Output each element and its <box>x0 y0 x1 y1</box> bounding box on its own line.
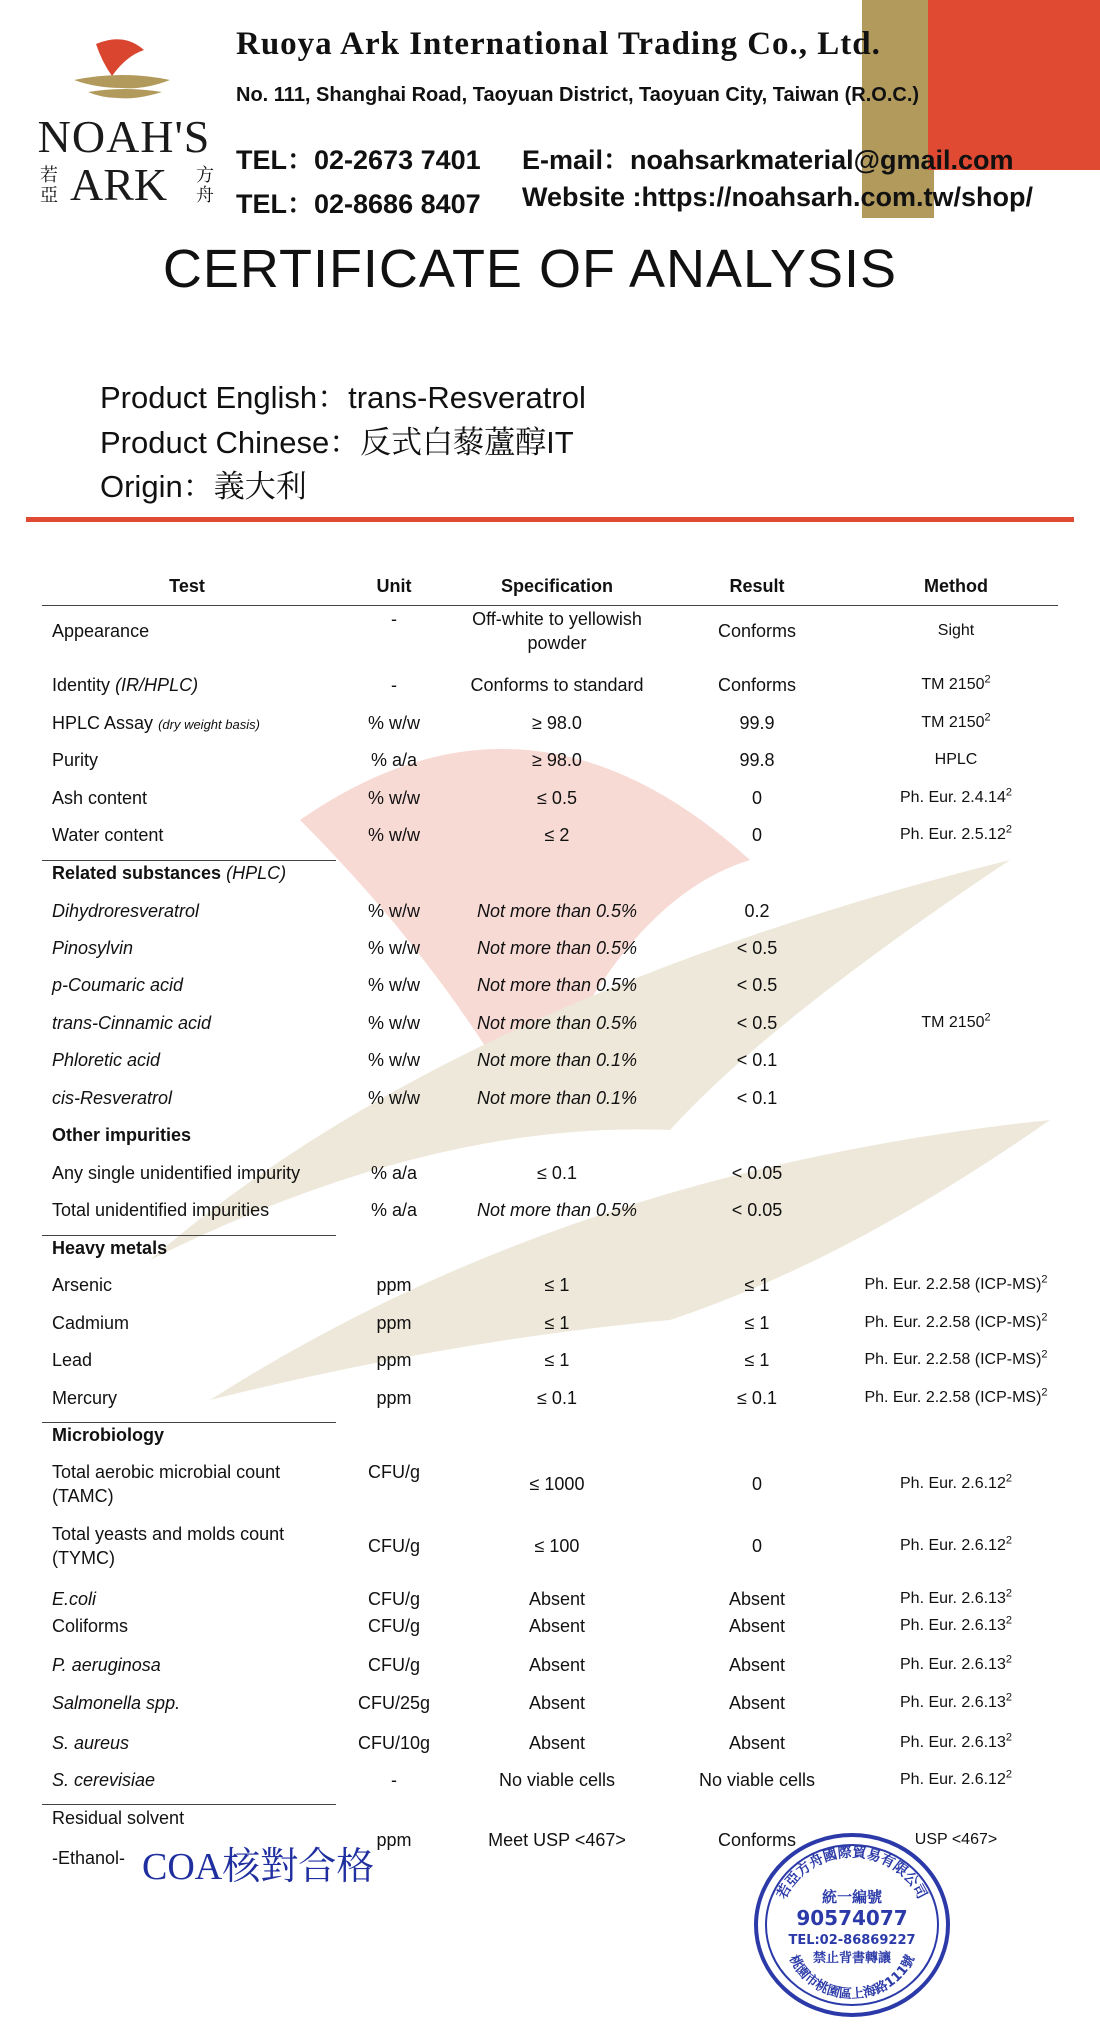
row-coumaric-unit: % w/w <box>367 975 420 995</box>
row-mercury-test: Mercury <box>52 1388 118 1408</box>
row-single-imp-result: < 0.05 <box>731 1163 783 1183</box>
row-appearance-method: Sight <box>937 622 975 639</box>
col-header-unit: Unit <box>376 576 412 596</box>
row-tamc-unit: CFU/g <box>367 1462 420 1482</box>
row-pinosylvin-test: Pinosylvin <box>52 938 134 958</box>
row-ethanol-result: Conforms <box>717 1830 797 1850</box>
row-water-test: Water content <box>52 825 164 845</box>
row-pinosylvin-unit: % w/w <box>367 938 420 958</box>
row-ash-test: Ash content <box>52 788 148 808</box>
col-header-spec: Specification <box>500 576 614 596</box>
row-salmonella-result: Absent <box>728 1693 786 1713</box>
section-microbiology: Microbiology <box>52 1425 164 1445</box>
row-purity-test: Purity <box>52 750 99 770</box>
product-origin: Origin：義大利 <box>100 469 307 504</box>
row-ecoli-test: E.coli <box>52 1589 97 1609</box>
section-other-impurities: Other impurities <box>52 1125 192 1145</box>
row-salmonella-test: Salmonella spp. <box>52 1693 181 1713</box>
row-coliforms-spec: Absent <box>528 1616 586 1636</box>
row-saureus-method: Ph. Eur. 2.6.13$^2$ <box>900 1731 1012 1751</box>
row-saureus-result: Absent <box>728 1733 786 1753</box>
row-cinnamic-unit: % w/w <box>367 1013 420 1033</box>
row-lead-test: Lead <box>52 1350 93 1370</box>
coa-verified-stamp: COA核對合格 <box>142 1846 375 1888</box>
seal-company-text: 若亞方舟國際貿易有限公司 <box>774 1844 930 1902</box>
row-hplc-method: TM 2150$^2$ <box>921 711 991 731</box>
row-appearance-unit: - <box>391 609 397 629</box>
row-tymc-spec: ≤ 100 <box>534 1536 580 1556</box>
row-purity-method: HPLC <box>934 751 978 768</box>
seal-note: 禁止背書轉讓 <box>812 1951 892 1966</box>
row-purity-result: 99.8 <box>739 750 775 770</box>
company-address: No. 111, Shanghai Road, Taoyuan District, Taoyuan City, Taiwan (R.O.C.) <box>236 84 920 106</box>
row-phloretic-test: Phloretic acid <box>52 1050 161 1070</box>
row-tamc-test: Total aerobic microbial count (TAMC) <box>52 1462 281 1506</box>
row-purity-unit: % a/a <box>370 750 418 770</box>
row-paeruginosa-spec: Absent <box>528 1655 586 1675</box>
row-arsenic-unit: ppm <box>376 1275 412 1295</box>
row-single-imp-unit: % a/a <box>370 1163 418 1183</box>
product-english: Product English：trans-Resveratrol <box>100 380 586 415</box>
row-cisres-spec: Not more than 0.1% <box>476 1088 638 1108</box>
row-total-imp-unit: % a/a <box>370 1200 418 1220</box>
row-paeruginosa-unit: CFU/g <box>367 1655 420 1675</box>
row-ecoli-spec: Absent <box>528 1589 586 1609</box>
row-coumaric-test: p-Coumaric acid <box>52 975 184 995</box>
row-cadmium-result: ≤ 1 <box>744 1313 770 1333</box>
row-tamc-spec: ≤ 1000 <box>529 1474 585 1494</box>
row-hplc-result: 99.9 <box>739 713 775 733</box>
row-lead-spec: ≤ 1 <box>544 1350 570 1370</box>
row-ethanol-spec: Meet USP <467> <box>488 1830 626 1850</box>
document-title: CERTIFICATE OF ANALYSIS <box>162 239 898 299</box>
row-tamc-method: Ph. Eur. 2.6.12$^2$ <box>900 1472 1012 1492</box>
row-water-method: Ph. Eur. 2.5.12$^2$ <box>900 823 1012 843</box>
logo-cn-right: 方舟 <box>196 165 214 206</box>
row-tamc-result: 0 <box>751 1474 762 1494</box>
row-arsenic-result: ≤ 1 <box>744 1275 770 1295</box>
row-ash-spec: ≤ 0.5 <box>537 788 577 808</box>
row-cinnamic-result: < 0.5 <box>736 1013 778 1033</box>
row-paeruginosa-method: Ph. Eur. 2.6.13$^2$ <box>900 1653 1012 1673</box>
row-dihydro-spec: Not more than 0.5% <box>476 901 638 921</box>
row-cadmium-unit: ppm <box>376 1313 412 1333</box>
product-chinese: Product Chinese：反式白藜蘆醇IT <box>100 425 574 460</box>
row-ash-unit: % w/w <box>367 788 420 808</box>
row-single-imp-test: Any single unidentified impurity <box>52 1163 301 1183</box>
section-rule-solvent <box>42 1804 336 1805</box>
row-lead-unit: ppm <box>376 1350 412 1370</box>
row-cadmium-test: Cadmium <box>52 1313 130 1333</box>
row-dihydro-unit: % w/w <box>367 901 420 921</box>
row-arsenic-method: Ph. Eur. 2.2.58 $(ICP-MS)^2$ <box>864 1273 1048 1293</box>
row-identity-spec: Conforms to standard <box>470 675 644 695</box>
row-appearance-test: Appearance <box>52 621 150 641</box>
row-arsenic-test: Arsenic <box>52 1275 113 1295</box>
row-mercury-spec: ≤ 0.1 <box>537 1388 577 1408</box>
row-cisres-result: < 0.1 <box>736 1088 778 1108</box>
row-hplc-unit: % w/w <box>367 713 420 733</box>
row-cadmium-spec: ≤ 1 <box>544 1313 570 1333</box>
row-water-spec: ≤ 2 <box>544 825 570 845</box>
row-phloretic-spec: Not more than 0.1% <box>476 1050 638 1070</box>
logo-cn-left: 若亞 <box>40 165 58 206</box>
row-ash-result: 0 <box>751 788 762 808</box>
row-cisres-unit: % w/w <box>367 1088 420 1108</box>
row-appearance-result: Conforms <box>717 621 797 641</box>
section-related-substances: Related substances (HPLC) <box>52 863 287 883</box>
row-coumaric-result: < 0.5 <box>736 975 778 995</box>
row-lead-method: Ph. Eur. 2.2.58 $(ICP-MS)^2$ <box>864 1348 1048 1368</box>
row-coliforms-test: Coliforms <box>52 1616 129 1636</box>
row-cadmium-method: Ph. Eur. 2.2.58 $(ICP-MS)^2$ <box>864 1311 1048 1331</box>
row-mercury-unit: ppm <box>376 1388 412 1408</box>
row-appearance-spec: Off-white to yellowish powder <box>472 609 642 653</box>
row-phloretic-result: < 0.1 <box>736 1050 778 1070</box>
seal-label: 統一編號 <box>821 1888 883 1906</box>
row-arsenic-spec: ≤ 1 <box>544 1275 570 1295</box>
row-identity-test: Identity (IR/HPLC) <box>52 675 199 695</box>
col-header-test: Test <box>169 576 205 596</box>
row-cisres-test: cis-Resveratrol <box>52 1088 173 1108</box>
row-water-result: 0 <box>751 825 762 845</box>
row-pinosylvin-spec: Not more than 0.5% <box>476 938 638 958</box>
row-ethanol-test: -Ethanol- <box>52 1848 126 1868</box>
website-address: Website :https://noahsarh.com.tw/shop/ <box>522 182 1034 212</box>
row-coumaric-spec: Not more than 0.5% <box>476 975 638 995</box>
col-header-result: Result <box>729 576 785 596</box>
row-saureus-test: S. aureus <box>52 1733 130 1753</box>
row-ecoli-method: Ph. Eur. 2.6.13$^2$ <box>900 1587 1012 1607</box>
email-address: E-mail：noahsarkmaterial@gmail.com <box>522 145 1014 175</box>
row-scerevisiae-spec: No viable cells <box>498 1770 616 1790</box>
company-name: Ruoya Ark International Trading Co., Ltd. <box>236 26 881 62</box>
row-water-unit: % w/w <box>367 825 420 845</box>
row-phloretic-unit: % w/w <box>367 1050 420 1070</box>
row-ash-method: Ph. Eur. 2.4.14$^2$ <box>900 786 1012 806</box>
col-header-method: Method <box>924 576 988 596</box>
row-identity-result: Conforms <box>717 675 797 695</box>
telephone-1: TEL：02-2673 7401 <box>236 145 481 175</box>
logo-brand-line2: ARK <box>70 159 168 210</box>
row-salmonella-unit: CFU/25g <box>357 1693 431 1713</box>
row-coliforms-unit: CFU/g <box>367 1616 420 1636</box>
row-mercury-method: Ph. Eur. 2.2.58 $(ICP-MS)^2$ <box>864 1386 1048 1406</box>
section-residual-solvent: Residual solvent <box>52 1808 185 1828</box>
row-cinnamic-test: trans-Cinnamic acid <box>52 1013 212 1033</box>
row-tymc-unit: CFU/g <box>367 1536 420 1556</box>
row-tymc-test: Total yeasts and molds count (TYMC) <box>52 1524 285 1568</box>
row-identity-unit: - <box>391 675 397 695</box>
row-mercury-result: ≤ 0.1 <box>737 1388 777 1408</box>
row-total-imp-result: < 0.05 <box>731 1200 783 1220</box>
row-total-imp-spec: Not more than 0.5% <box>476 1200 638 1220</box>
row-lead-result: ≤ 1 <box>744 1350 770 1370</box>
row-pinosylvin-result: < 0.5 <box>736 938 778 958</box>
telephone-2: TEL：02-8686 8407 <box>236 189 481 219</box>
row-salmonella-method: Ph. Eur. 2.6.13$^2$ <box>900 1691 1012 1711</box>
row-paeruginosa-test: P. aeruginosa <box>52 1655 161 1675</box>
row-hplc-test: HPLC Assay (dry weight basis) <box>52 713 260 733</box>
row-ethanol-unit: ppm <box>376 1830 412 1850</box>
logo-brand-line1: NOAH'S <box>37 111 211 162</box>
row-ecoli-unit: CFU/g <box>367 1589 420 1609</box>
row-scerevisiae-test: S. cerevisiae <box>52 1770 156 1790</box>
row-salmonella-spec: Absent <box>528 1693 586 1713</box>
row-paeruginosa-result: Absent <box>728 1655 786 1675</box>
row-scerevisiae-result: No viable cells <box>698 1770 816 1790</box>
row-dihydro-test: Dihydroresveratrol <box>52 901 200 921</box>
row-coliforms-method: Ph. Eur. 2.6.13$^2$ <box>900 1614 1012 1634</box>
row-cinnamic-spec: Not more than 0.5% <box>476 1013 638 1033</box>
row-scerevisiae-unit: - <box>391 1770 397 1790</box>
row-saureus-unit: CFU/10g <box>357 1733 431 1753</box>
row-identity-method: TM 2150$^2$ <box>921 673 991 693</box>
seal-tel: TEL:02-86869227 <box>788 1933 916 1948</box>
row-related-method: TM 2150$^2$ <box>921 1011 991 1031</box>
seal-number: 90574077 <box>796 1906 908 1930</box>
row-tymc-result: 0 <box>751 1536 762 1556</box>
row-dihydro-result: 0.2 <box>744 901 770 921</box>
row-total-imp-test: Total unidentified impurities <box>52 1200 270 1220</box>
row-scerevisiae-method: Ph. Eur. 2.6.12$^2$ <box>900 1768 1012 1788</box>
row-ethanol-method: USP <467> <box>914 1831 998 1848</box>
seal-address-text: 桃園市桃園區上海路111號 <box>785 1952 919 2003</box>
row-ecoli-result: Absent <box>728 1589 786 1609</box>
row-single-imp-spec: ≤ 0.1 <box>537 1163 577 1183</box>
header-rule <box>42 605 1058 606</box>
row-saureus-spec: Absent <box>528 1733 586 1753</box>
section-heavy-metals: Heavy metals <box>52 1238 168 1258</box>
row-hplc-spec: ≥ 98.0 <box>532 713 582 733</box>
row-tymc-method: Ph. Eur. 2.6.12$^2$ <box>900 1534 1012 1554</box>
company-seal-stamp <box>752 1830 952 2020</box>
row-coliforms-result: Absent <box>728 1616 786 1636</box>
row-purity-spec: ≥ 98.0 <box>532 750 582 770</box>
